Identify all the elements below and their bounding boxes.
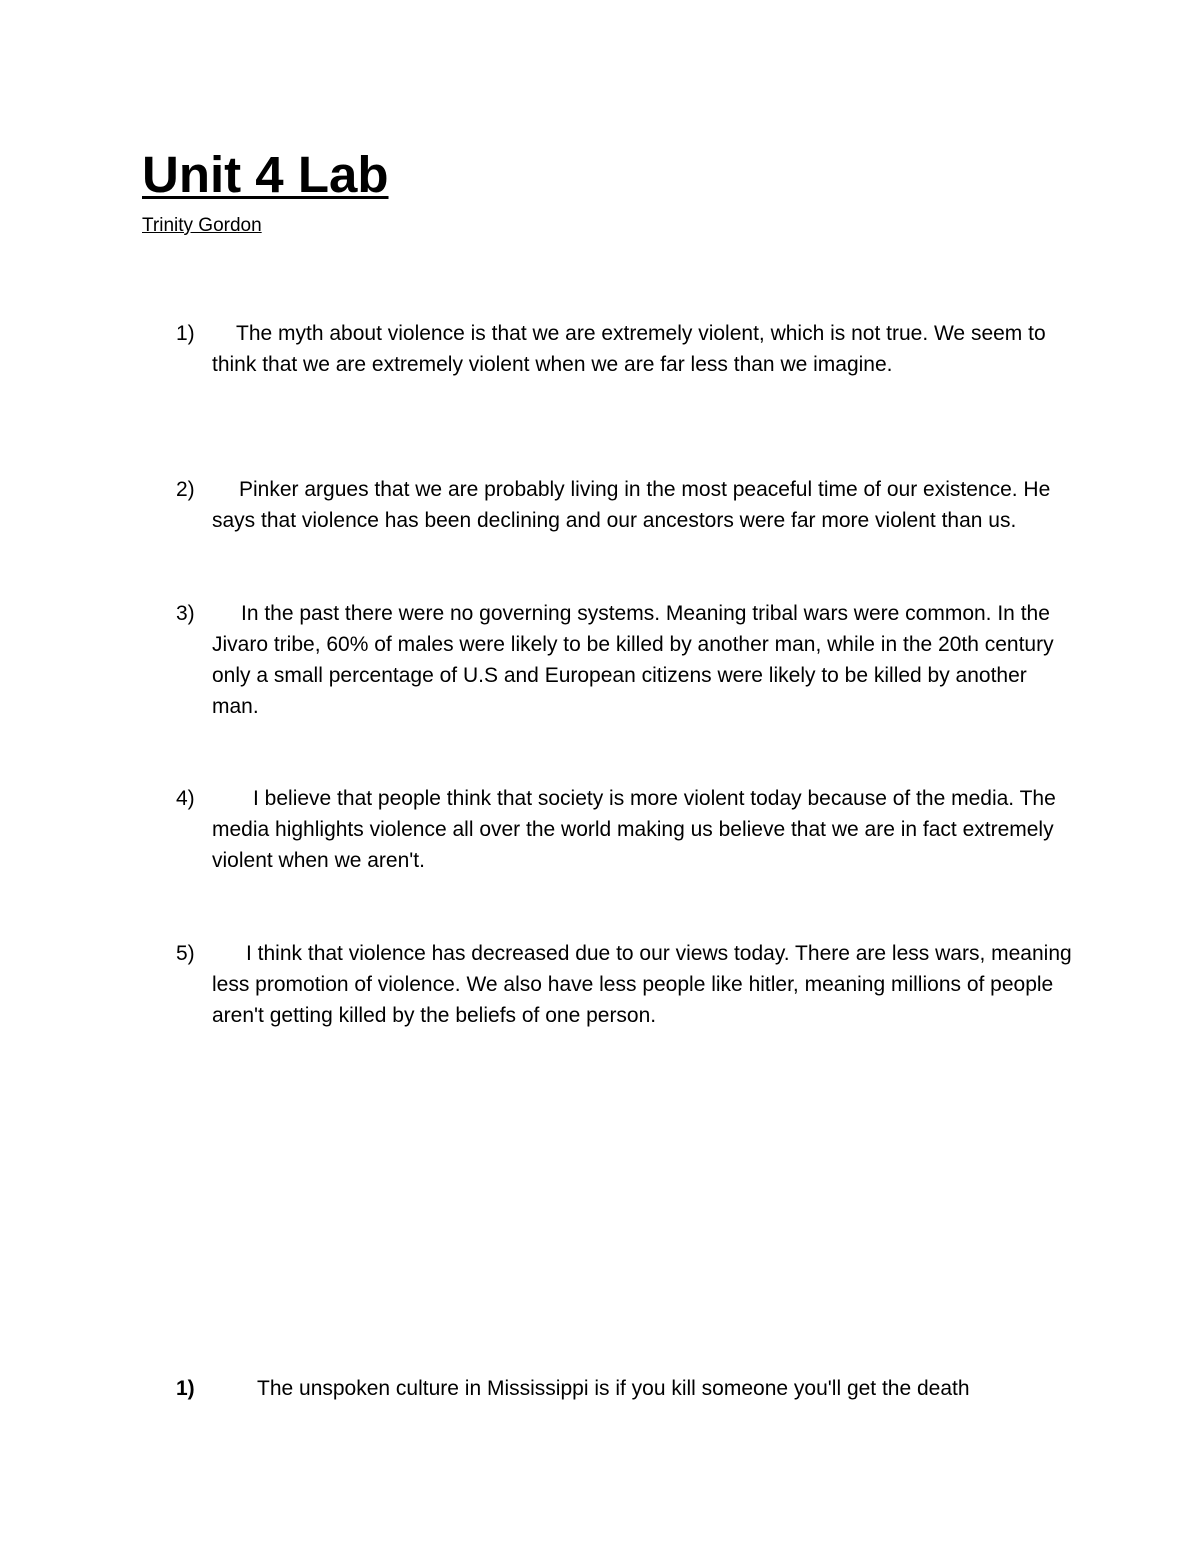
author-name: Trinity Gordon — [142, 215, 262, 236]
list-number: 3) — [176, 602, 195, 625]
list-item — [176, 318, 1076, 380]
list-text: I believe that people think that society is more violent today because of the media. The media highlights violence all over the world making us believe that we are in fact extremely violent when we aren't. — [212, 787, 1056, 872]
list-item — [176, 1373, 1076, 1404]
list-item — [176, 938, 1076, 1031]
list-item — [176, 783, 1076, 876]
list-text: I think that violence has decreased due to our views today. There are less wars, meaning less promotion of violence. We also have less people like hitler, meaning millions of people aren't getting killed by the beliefs of one person. — [212, 942, 1072, 1027]
list-text: The myth about violence is that we are extremely violent, which is not true. We seem to think that we are extremely violent when we are far less than we imagine. — [212, 322, 1046, 376]
list-text: The unspoken culture in Mississippi is if you kill someone you'll get the death — [257, 1377, 970, 1400]
list-number: 5) — [176, 942, 195, 965]
list-item — [176, 474, 1076, 536]
list-number: 4) — [176, 787, 195, 810]
list-number: 2) — [176, 478, 195, 501]
list-item — [176, 598, 1076, 722]
list-number: 1) — [176, 1377, 195, 1400]
document-title: Unit 4 Lab — [142, 146, 389, 203]
list-text: In the past there were no governing systems. Meaning tribal wars were common. In the Jivaro tribe, 60% of males were likely to be killed by another man, while in the 20th century only a small percentage of U.S and European citizens were likely to be killed by another man. — [212, 602, 1054, 718]
list-text: Pinker argues that we are probably living in the most peaceful time of our existence. He says that violence has been declining and our ancestors were far more violent than us. — [212, 478, 1051, 532]
list-number: 1) — [176, 322, 195, 345]
